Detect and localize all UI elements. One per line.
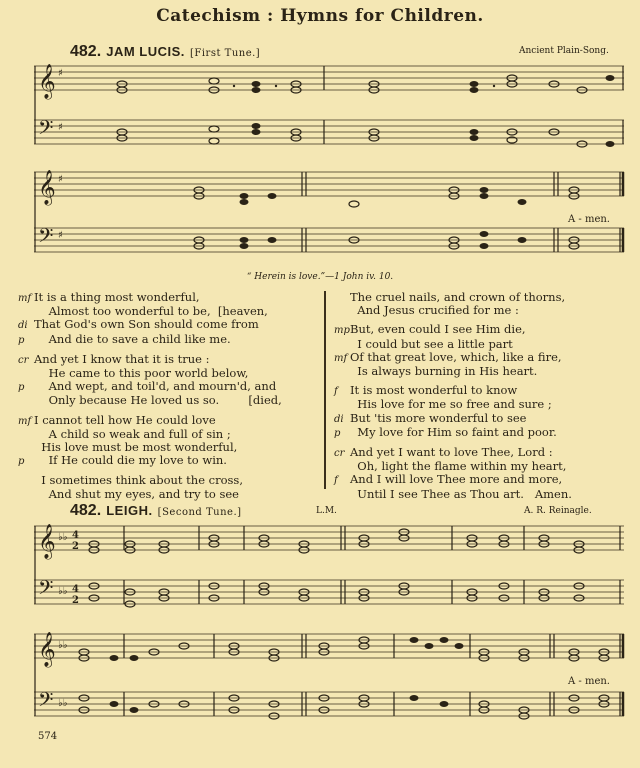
hymn2-tune-label: [Second Tune.] bbox=[157, 507, 242, 518]
svg-text:♭♭: ♭♭ bbox=[58, 640, 68, 651]
verse-text: That God's own Son should come from bbox=[34, 317, 259, 332]
svg-text:♯: ♯ bbox=[58, 68, 63, 79]
svg-text:4: 4 bbox=[72, 584, 79, 595]
hymn2-composer: A. R. Reinagle. bbox=[524, 506, 592, 516]
verse-text: But 'tis more wonderful to see bbox=[350, 410, 527, 425]
svg-text:𝄢: 𝄢 bbox=[38, 224, 54, 252]
verse-text: And die to save a child like me. bbox=[34, 331, 231, 346]
verse-text: I sometimes think about the cross, bbox=[34, 473, 243, 488]
svg-text:𝄢: 𝄢 bbox=[38, 576, 54, 604]
verse-text: And shut my eyes, and try to see bbox=[34, 486, 239, 501]
verse-text: Of that great love, which, like a fire, bbox=[350, 349, 562, 364]
dynamic-marking: p bbox=[18, 334, 25, 346]
verse-line bbox=[334, 412, 634, 426]
hymn2-amen: A - men. bbox=[568, 676, 610, 687]
dynamic-marking: mf bbox=[18, 293, 32, 304]
hymn2-meter: L.M. bbox=[316, 506, 337, 516]
verse-line bbox=[334, 351, 634, 365]
dynamic-marking: mf bbox=[334, 352, 348, 364]
verse-text: Almost too wonderful to be, [heaven, bbox=[34, 304, 268, 319]
verse-text: His love must be most wonderful, bbox=[34, 440, 238, 455]
hymn2-system-2 bbox=[34, 624, 626, 728]
dynamic-marking: cr bbox=[18, 354, 29, 366]
verse-text: Oh, light the flame within my heart, bbox=[350, 459, 567, 474]
hymn1-system-2 bbox=[34, 166, 626, 266]
verses-left-column bbox=[18, 291, 318, 501]
hymn1-name: JAM LUCIS. bbox=[106, 44, 185, 59]
verse-line bbox=[18, 333, 318, 347]
dynamic-marking: cr bbox=[334, 448, 345, 460]
svg-text:𝄞: 𝄞 bbox=[38, 524, 56, 559]
verse-text: It is a thing most wonderful, bbox=[34, 290, 200, 304]
svg-text:♭♭: ♭♭ bbox=[58, 586, 68, 597]
verse-text: It is most wonderful to know bbox=[350, 383, 518, 398]
verse-text: The cruel nails, and crown of thorns, bbox=[350, 290, 566, 304]
svg-text:♯: ♯ bbox=[58, 174, 63, 185]
verse-line bbox=[334, 384, 634, 398]
verse-text: And yet I know that it is true : bbox=[34, 351, 210, 366]
hymn1-tune-label: [First Tune.] bbox=[190, 48, 261, 59]
verse-text: If He could die my love to win. bbox=[34, 453, 227, 468]
svg-text:♭♭: ♭♭ bbox=[58, 698, 68, 709]
verse-line bbox=[334, 365, 634, 378]
svg-text:𝄞: 𝄞 bbox=[38, 632, 56, 667]
verse-line bbox=[18, 291, 318, 305]
verse-text: And yet I want to love Thee, Lord : bbox=[350, 445, 553, 460]
hymn1-amen: A - men. bbox=[568, 214, 610, 225]
hymn1-heading bbox=[70, 41, 260, 61]
dynamic-marking: f bbox=[334, 475, 338, 487]
verse-line bbox=[18, 454, 318, 468]
verse-line bbox=[334, 473, 634, 487]
hymn2-system-1 bbox=[34, 518, 626, 618]
dynamic-marking: mf bbox=[18, 415, 32, 427]
hymn2-heading bbox=[70, 500, 242, 520]
svg-text:𝄢: 𝄢 bbox=[38, 116, 54, 144]
page-header: Catechism : Hymns for Children. bbox=[156, 6, 484, 26]
verse-line bbox=[18, 318, 318, 332]
verse-text: And Jesus crucified for me : bbox=[350, 303, 519, 318]
verse-text: I cannot tell how He could love bbox=[34, 412, 216, 427]
verse-line bbox=[334, 426, 634, 440]
verse-line bbox=[334, 446, 634, 460]
column-divider bbox=[324, 291, 326, 489]
hymn2-number: 482. bbox=[70, 502, 102, 519]
hymn1-system-1 bbox=[34, 60, 626, 160]
svg-text:𝄢: 𝄢 bbox=[38, 688, 54, 716]
verse-text: And I will love Thee more and more, bbox=[350, 472, 563, 487]
verse-line bbox=[334, 323, 634, 337]
dynamic-marking: f bbox=[334, 386, 338, 398]
verse-line bbox=[334, 488, 634, 501]
hymn1-composer: Ancient Plain-Song. bbox=[519, 46, 609, 56]
verse-text: Until I see Thee as Thou art. Amen. bbox=[350, 486, 572, 501]
svg-text:2: 2 bbox=[72, 595, 79, 606]
dynamic-marking: p bbox=[18, 456, 25, 468]
svg-text:𝄞: 𝄞 bbox=[38, 64, 56, 99]
verse-text: Only because He loved us so. [died, bbox=[34, 393, 282, 408]
dynamic-marking: p bbox=[334, 427, 341, 439]
verse-text: His love for me so free and sure ; bbox=[350, 397, 552, 412]
verse-line bbox=[18, 414, 318, 428]
verse-text: He came to this poor world below, bbox=[34, 366, 249, 381]
svg-text:♭♭: ♭♭ bbox=[58, 532, 68, 543]
svg-text:4: 4 bbox=[72, 530, 79, 541]
hymn2-name: LEIGH. bbox=[106, 503, 153, 518]
verses-right-column bbox=[334, 291, 634, 501]
verse-text: And wept, and toil'd, and mourn'd, and bbox=[34, 379, 277, 394]
page-number: 574 bbox=[38, 731, 58, 742]
hymn1-number: 482. bbox=[70, 43, 102, 60]
dynamic-marking: p bbox=[18, 382, 25, 394]
verse-text: My love for Him so faint and poor. bbox=[350, 424, 557, 439]
verse-line bbox=[18, 488, 318, 501]
svg-text:♯: ♯ bbox=[58, 122, 63, 133]
svg-text:♯: ♯ bbox=[58, 230, 63, 241]
verse-line bbox=[18, 353, 318, 367]
dynamic-marking: mp bbox=[334, 325, 350, 337]
verse-line bbox=[18, 380, 318, 394]
svg-text:2: 2 bbox=[72, 541, 79, 552]
dynamic-marking: di bbox=[334, 413, 344, 425]
verse-text: But, even could I see Him die, bbox=[350, 322, 526, 337]
svg-text:𝄞: 𝄞 bbox=[38, 170, 56, 205]
verse-text: I could but see a little part bbox=[350, 336, 513, 351]
verse-text: A child so weak and full of sin ; bbox=[34, 426, 231, 441]
scripture-reference: “ Herein is love.”—1 John iv. 10. bbox=[246, 272, 394, 282]
verse-line bbox=[334, 304, 634, 317]
dynamic-marking: di bbox=[18, 320, 28, 332]
verse-line bbox=[18, 394, 318, 407]
verse-text: Is always burning in His heart. bbox=[350, 364, 538, 379]
